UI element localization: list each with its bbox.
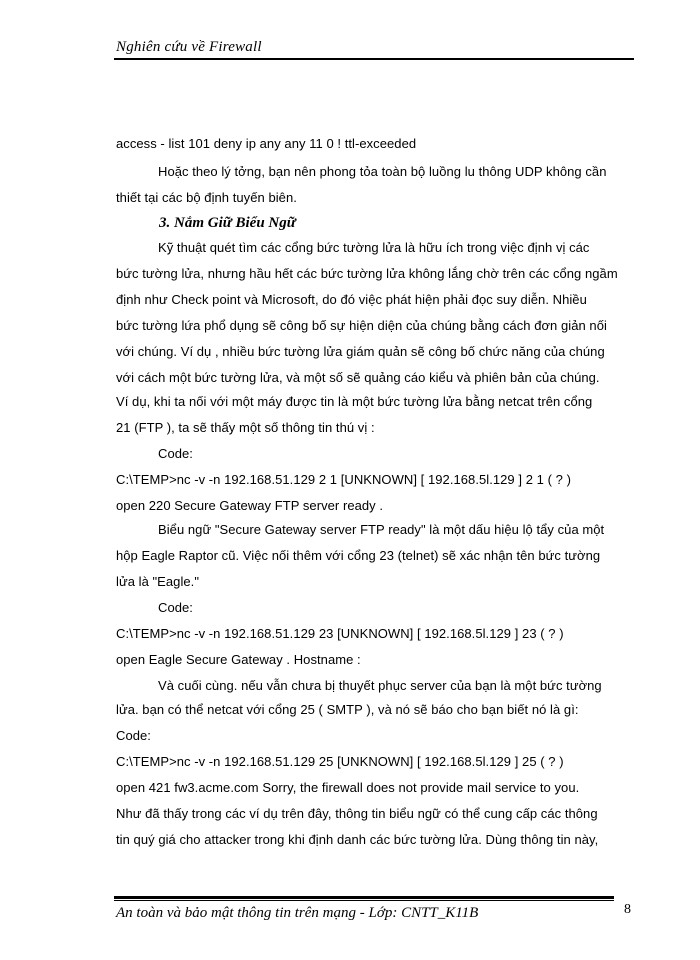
code-label: Code: (116, 728, 151, 743)
body-line: hộp Eagle Raptor cũ. Việc nối thêm với cổng 23 (telnet) sẽ xác nhận tên bức tường (116, 548, 601, 563)
code-label: Code: (158, 446, 193, 461)
body-line: bức tường lửa, nhưng hầu hết các bức tường lửa không lắng chờ trên các cổng ngầm (116, 266, 618, 281)
section-heading: 3. Nắm Giữ Biểu Ngữ (159, 215, 296, 231)
code-label: Code: (158, 600, 193, 615)
running-footer-title: An toàn và bảo mật thông tin trên mạng - Lớp: CNTT_K11B (116, 905, 479, 921)
code-line: open 220 Secure Gateway FTP server ready . (116, 498, 384, 513)
page-number: 8 (624, 902, 631, 917)
body-line: Và cuối cùng. nếu vẫn chưa bị thuyết phục server của bạn là một bức tường (158, 678, 602, 693)
body-line: Kỹ thuật quét tìm các cổng bức tường lửa là hữu ích trong việc định vị các (158, 240, 590, 255)
code-line: C:\TEMP>nc -v -n 192.168.51.129 2 1 [UNKNOWN] [ 192.168.5l.129 ] 2 1 ( ? ) (116, 472, 571, 487)
body-line: với chúng. Ví dụ , nhiều bức tường lửa giám quản sẽ công bố chức năng của chúng (116, 344, 605, 359)
code-line: open Eagle Secure Gateway . Hostname : (116, 652, 361, 667)
body-line: access - list 101 deny ip any any 11 0 ! ttl-exceeded (116, 136, 417, 151)
body-line: tin quý giá cho attacker trong khi định danh các bức tường lửa. Dùng thông tin này, (116, 832, 599, 847)
running-header-title: Nghiên cứu về Firewall (116, 39, 262, 55)
footer-rule (114, 896, 614, 899)
code-line: open 421 fw3.acme.com Sorry, the firewall does not provide mail service to you. (116, 780, 580, 795)
body-line: 21 (FTP ), ta sẽ thấy một số thông tin thú vị : (116, 420, 375, 435)
body-line: định như Check point và Microsoft, do đó việc phát hiện phải đọc suy diễn. Nhiều (116, 292, 587, 307)
header-rule (114, 58, 634, 60)
body-line: lửa là "Eagle." (116, 574, 200, 589)
body-line: với cách một bức tường lửa, và một số sẽ quảng cáo kiểu và phiên bản của chúng. (116, 370, 600, 385)
code-line: C:\TEMP>nc -v -n 192.168.51.129 23 [UNKNOWN] [ 192.168.5l.129 ] 23 ( ? ) (116, 626, 564, 641)
body-line: lửa. bạn có thể netcat với cổng 25 ( SMTP ), và nó sẽ báo cho bạn biết nó là gì: (116, 702, 579, 717)
body-line: thiết tại các bộ định tuyến biên. (116, 190, 297, 205)
body-line: Ví dụ, khi ta nối với một máy được tin là một bức tường lửa bằng netcat trên cổng (116, 394, 593, 409)
footer-rule-thin (114, 900, 614, 901)
body-line: Hoặc theo lý tởng, bạn nên phong tỏa toàn bộ luồng lu thông UDP không cần (158, 164, 607, 179)
body-line: Biểu ngữ "Secure Gateway server FTP ready" là một dấu hiệu lộ tẩy của một (158, 522, 605, 537)
body-line: Như đã thấy trong các ví dụ trên đây, thông tin biểu ngữ có thể cung cấp các thông (116, 806, 598, 821)
body-line: bức tường lứa phổ dụng sẽ công bố sự hiện diện của chúng bằng cách đơn giản nối (116, 318, 607, 333)
code-line: C:\TEMP>nc -v -n 192.168.51.129 25 [UNKNOWN] [ 192.168.5l.129 ] 25 ( ? ) (116, 754, 564, 769)
